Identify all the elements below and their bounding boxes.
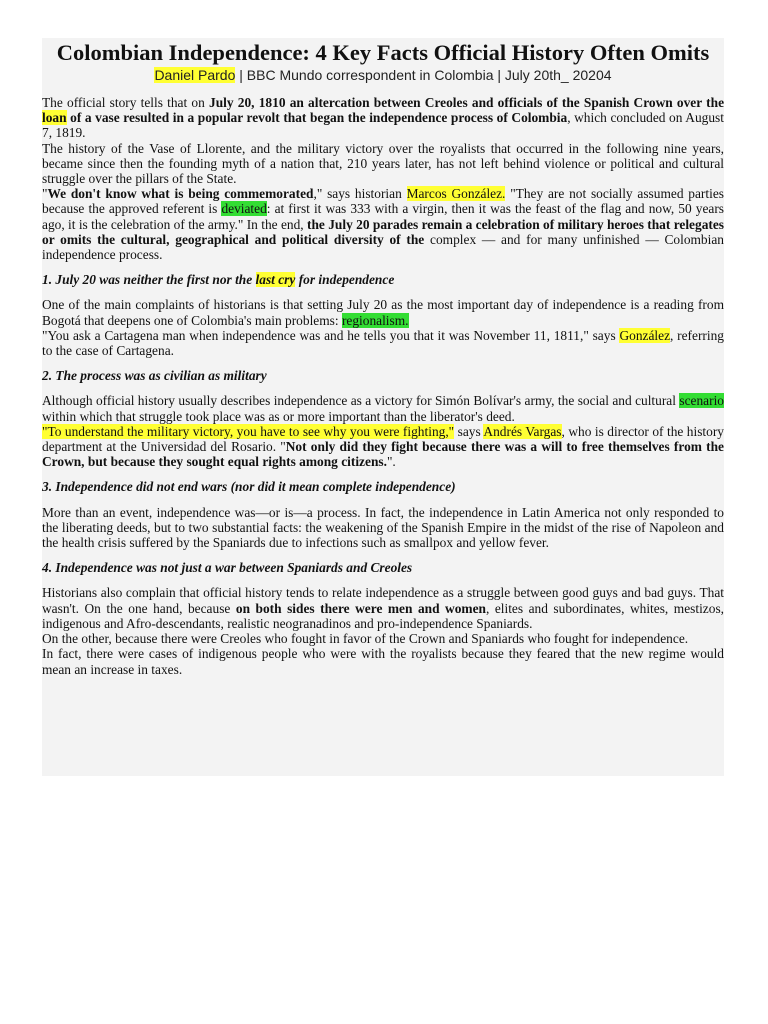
author-name: Daniel Pardo — [154, 67, 236, 83]
text: : at first it was 333 with a virgin, then it was the feast of the flag and now, 50 years ago, it is the celebration of the army." In the end, — [42, 201, 725, 232]
bold-quote: Not only did they fight because there was a will to free themselves from the Crown, but because they sought equal rights among citizens. — [42, 439, 724, 470]
document-page — [42, 38, 724, 776]
highlight-last-cry: last cry — [255, 272, 296, 288]
section-1-paragraph-2 — [42, 328, 724, 358]
text: "They are not socially assumed parties because the approved referent is — [42, 186, 724, 217]
text: , referring to the case of Cartagena. — [42, 327, 724, 359]
highlight-quote: "To understand the military victory, you have to see why you were fighting," — [42, 423, 455, 439]
text: ," says historian — [313, 186, 407, 202]
article-body — [42, 95, 724, 677]
byline — [42, 67, 724, 83]
text: " — [42, 186, 48, 202]
highlight-name: Andrés Vargas — [483, 423, 562, 439]
bold-text: of a vase resulted in a popular revolt that began the independence process of Colombia — [66, 110, 568, 126]
bold-text: on both sides there were men and women — [235, 600, 486, 616]
text: ". — [386, 454, 396, 470]
text: , who is director of the history department at the Universidad del Rosario. " — [42, 423, 724, 455]
bold-text: the July 20 parades remain a celebration of military heroes that relegates or omits the cultural, geographical and political diversity of the — [42, 216, 725, 247]
section-4-paragraph-3: In fact, there were cases of indigenous people who were with the royalists because they feared that the new regime would mean an increase in taxes. — [42, 646, 724, 677]
text: for independence — [295, 272, 395, 288]
section-2-heading: 2. The process was as civilian as military — [42, 368, 267, 384]
section-2-paragraph-1 — [42, 393, 724, 423]
highlight-deviated: deviated — [221, 201, 267, 217]
text: Historians also complain that official history tends to relate independence as a struggle between good guys and bad guys. That wasn't. On the one hand, because — [42, 585, 724, 616]
section-1-paragraph-1 — [42, 297, 724, 327]
bold-quote: We don't know what is being commemorated — [47, 186, 314, 202]
section-4-paragraph-1 — [42, 585, 724, 631]
text: One of the main complaints of historians is that setting July 20 as the most important day of independence is a reading from Bogotá that deepens one of Colombia's main problems: — [42, 297, 724, 328]
text: 1. July 20 was neither the first nor the — [42, 272, 256, 288]
section-3-heading: 3. Independence did not end wars (nor did it mean complete independence) — [42, 479, 456, 495]
highlight-regionalism: regionalism. — [341, 312, 409, 328]
intro-paragraph-1 — [42, 95, 724, 141]
section-3-paragraph-1: More than an event, independence was—or is—a process. In fact, the independence in Latin America not only responded to the liberating deeds, but to two substantial facts: the weakening of the Spanish Empire in the midst of the rise of Napoleon and the health crisis suffered by the Spaniards due to infections such as smallpox and yellow fever. — [42, 504, 724, 551]
highlight-name: González — [619, 327, 671, 343]
intro-paragraph-3 — [42, 186, 724, 262]
text: The official story tells that on — [42, 95, 210, 110]
text: says — [454, 423, 484, 439]
section-2-paragraph-2 — [42, 424, 724, 470]
text: complex — and for many unfinished — Colombian independence process. — [42, 231, 724, 263]
section-1-heading — [42, 272, 724, 287]
section-4-heading: 4. Independence was not just a war between Spaniards and Creoles — [42, 560, 413, 576]
section-4-paragraph-2: On the other, because there were Creoles who fought in favor of the Crown and Spaniards who fought for independence. — [42, 631, 689, 647]
text: "You ask a Cartagena man when independence was and he tells you that it was November 11, 1811," says — [42, 327, 620, 343]
highlight-loan: loan — [42, 110, 67, 126]
text: , which concluded on August 7, 1819. — [42, 110, 724, 141]
bold-text: July 20, 1810 an altercation between Creoles and officials of the Spanish Crown over the — [209, 95, 725, 110]
text: , elites and subordinates, whites, mestizos, indigenous and Afro-descendants, realistic neogranadinos and pro-independence Spaniards. — [42, 600, 725, 631]
text: Although official history usually describes independence as a victory for Simón Bolívar's army, the social and cultural — [42, 393, 680, 409]
article-title: Colombian Independence: 4 Key Facts Official History Often Omits — [56, 40, 710, 65]
highlight-name: Marcos González. — [406, 186, 506, 202]
byline-details: | BBC Mundo correspondent in Colombia | July 20th_ 20204 — [235, 67, 612, 83]
text: within which that struggle took place was as or more important than the liberator's deed. — [42, 408, 515, 424]
intro-paragraph-2: The history of the Vase of Llorente, and the military victory over the royalists that occurred in the following nine years, became since then the founding myth of a nation that, 210 years later, has not left behind violence or political and cultural struggle over the pillars of the State. — [42, 140, 724, 187]
highlight-scenario: scenario — [679, 393, 724, 409]
